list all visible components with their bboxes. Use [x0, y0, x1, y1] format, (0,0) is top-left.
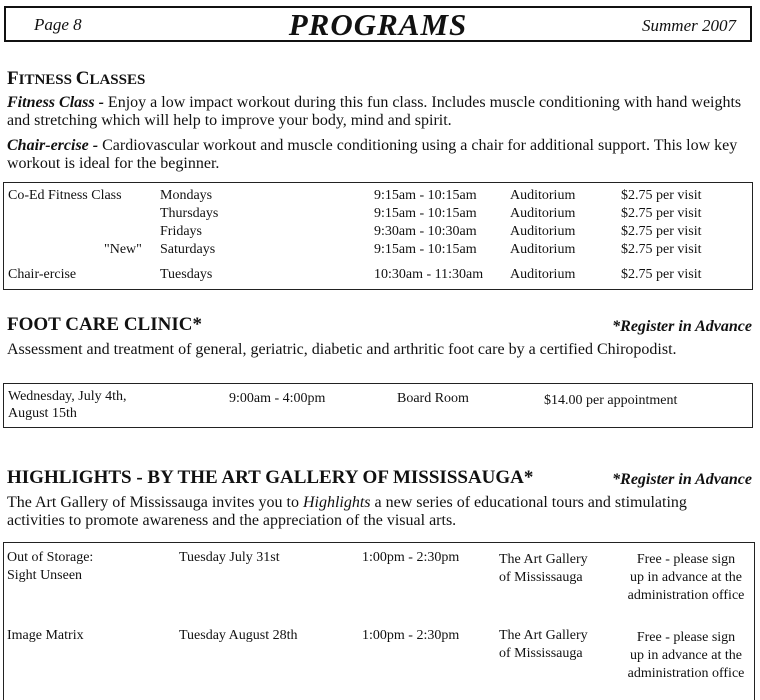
class-day: Mondays — [160, 188, 213, 203]
class-day: Saturdays — [160, 242, 216, 257]
season-label: Summer 2007 — [642, 16, 736, 35]
fitness-heading: FITNESS CLASSES — [7, 68, 146, 89]
class-place: Auditorium — [510, 206, 576, 221]
tour-date: Tuesday August 28th — [179, 628, 298, 643]
page-title: PROGRAMS — [288, 7, 468, 42]
class-place: Auditorium — [510, 242, 576, 257]
tour-name-line-2: Sight Unseen — [7, 568, 83, 583]
class-time: 10:30am - 11:30am — [374, 267, 484, 282]
tour-name-line-1: Out of Storage: — [7, 550, 94, 565]
class-place: Auditorium — [510, 224, 576, 239]
class-day: Thursdays — [160, 206, 219, 221]
foot-care-register-note: *Register in Advance — [612, 318, 752, 335]
tour-place-line-2: of Mississauga — [499, 570, 583, 585]
class-name: Chair-ercise — [8, 267, 77, 282]
class-time: 9:15am - 10:15am — [374, 206, 477, 221]
tour-time: 1:00pm - 2:30pm — [362, 550, 460, 565]
class-time: 9:15am - 10:15am — [374, 188, 477, 203]
highlights-description: The Art Gallery of Mississauga invites you to Highlights a new series of educational tours and stimulating activities to promote awareness and the appreciation of the visual arts. — [7, 494, 687, 529]
class-time: 9:30am - 10:30am — [374, 224, 477, 239]
class-day: Tuesdays — [160, 267, 213, 282]
highlights-heading: HIGHLIGHTS - BY THE ART GALLERY OF MISSISSAUGA* — [7, 467, 534, 488]
tour-time: 1:00pm - 2:30pm — [362, 628, 460, 643]
class-day: Fridays — [160, 224, 202, 239]
tour-cost-line-1: Free - please sign — [636, 630, 736, 645]
foot-care-time: 9:00am - 4:00pm — [229, 391, 326, 406]
foot-care-date-line-2: August 15th — [8, 406, 77, 421]
class-cost: $2.75 per visit — [621, 267, 702, 282]
tour-date: Tuesday July 31st — [179, 550, 280, 565]
class-cost: $2.75 per visit — [621, 206, 702, 221]
foot-care-description: Assessment and treatment of general, geriatric, diabetic and arthritic foot care by a certified Chiropodist. — [7, 341, 677, 358]
tour-place-line-2: of Mississauga — [499, 646, 583, 661]
class-time: 9:15am - 10:15am — [374, 242, 477, 257]
class-cost: $2.75 per visit — [621, 242, 702, 257]
foot-care-schedule-table — [3, 383, 753, 428]
class-cost: $2.75 per visit — [621, 188, 702, 203]
new-label: "New" — [104, 242, 142, 257]
foot-care-place: Board Room — [397, 391, 469, 406]
tour-cost-line-3: administration office — [627, 666, 745, 681]
tour-cost-line-3: administration office — [627, 588, 745, 603]
chairercise-description: Chair-ercise - Cardiovascular workout and muscle conditioning using a chair for additional support. This low key workout is ideal for the beginner. — [7, 137, 738, 172]
tour-place-line-1: The Art Gallery — [499, 552, 588, 567]
fitness-class-description: Fitness Class - Enjoy a low impact workout during this fun class. Includes muscle conditioning with hand weights and stretching which will help to improve your body, mind and spirit. — [7, 94, 742, 129]
tour-cost-line-1: Free - please sign — [636, 552, 736, 567]
class-name: Co-Ed Fitness Class — [8, 188, 122, 203]
class-place: Auditorium — [510, 267, 576, 282]
foot-care-date-line-1: Wednesday, July 4th, — [8, 389, 127, 404]
class-cost: $2.75 per visit — [621, 224, 702, 239]
highlights-schedule-table — [3, 542, 755, 700]
tour-cost-line-2: up in advance at the — [630, 570, 742, 585]
tour-cost-line-2: up in advance at the — [630, 648, 742, 663]
highlights-register-note: *Register in Advance — [612, 471, 752, 488]
fitness-schedule-table — [3, 182, 753, 290]
foot-care-cost: $14.00 per appointment — [544, 393, 678, 408]
tour-place-line-1: The Art Gallery — [499, 628, 588, 643]
page-number: Page 8 — [34, 15, 82, 34]
class-place: Auditorium — [510, 188, 576, 203]
tour-name-line-1: Image Matrix — [7, 628, 84, 643]
foot-care-heading: FOOT CARE CLINIC* — [7, 314, 202, 335]
page-header — [4, 6, 752, 42]
